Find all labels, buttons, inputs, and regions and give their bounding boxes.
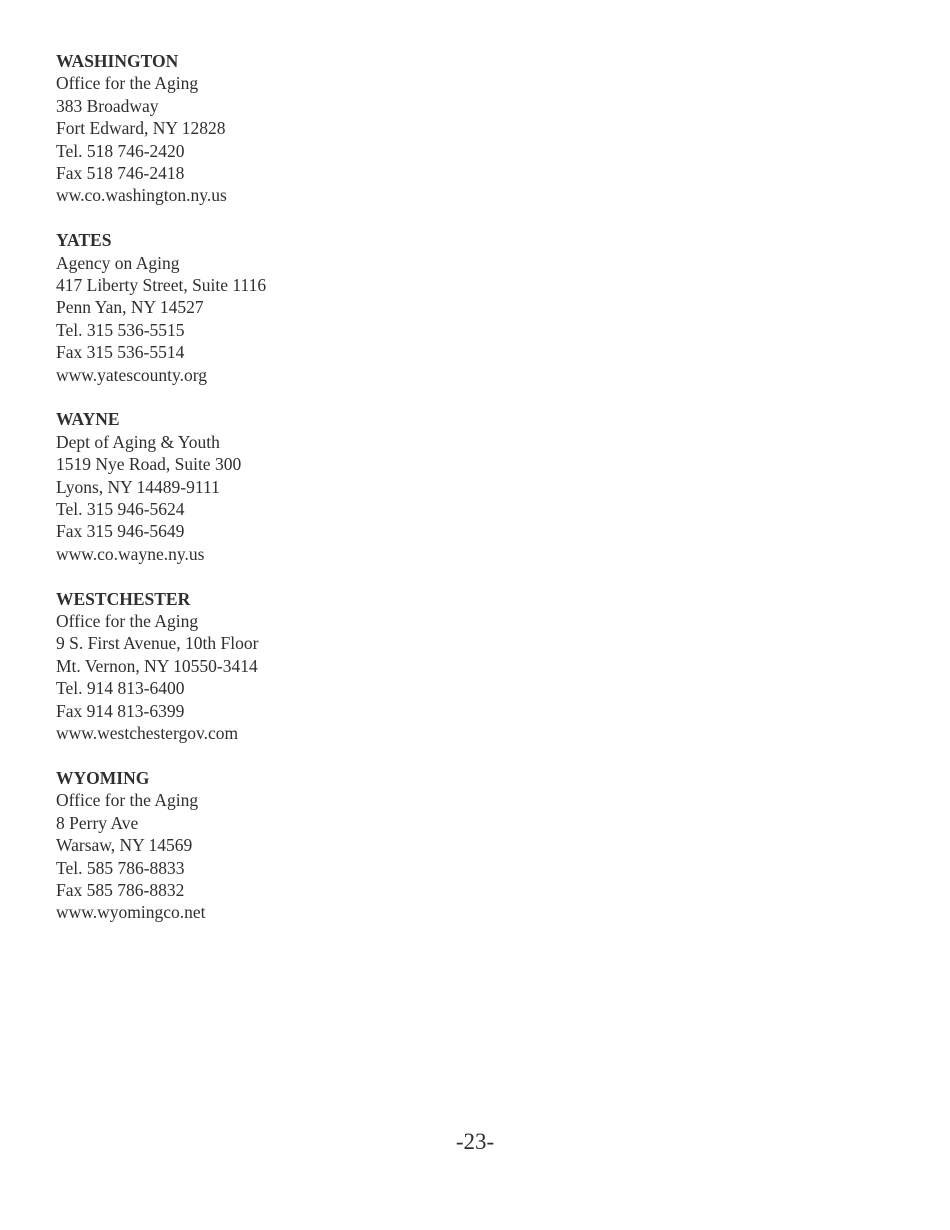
city-state-zip: Lyons, NY 14489-9111 (56, 476, 220, 497)
telephone: Tel. 585 786-8833 (56, 857, 185, 878)
city-state-zip: Mt. Vernon, NY 10550-3414 (56, 655, 258, 676)
city-state-zip: Penn Yan, NY 14527 (56, 297, 204, 318)
agency-name: Dept of Aging & Youth (56, 431, 220, 452)
city-state-zip: Warsaw, NY 14569 (56, 835, 193, 856)
street-address: 417 Liberty Street, Suite 1116 (56, 275, 267, 296)
fax: Fax 914 813-6399 (56, 700, 185, 721)
telephone: Tel. 518 746-2420 (56, 140, 185, 161)
website: www.yatescounty.org (56, 364, 207, 385)
county-name: WYOMING (56, 767, 150, 788)
fax: Fax 315 536-5514 (56, 342, 185, 363)
agency-name: Office for the Aging (56, 73, 199, 94)
street-address: 383 Broadway (56, 95, 159, 116)
fax: Fax 585 786-8832 (56, 879, 185, 900)
street-address: 8 Perry Ave (56, 812, 139, 833)
city-state-zip: Fort Edward, NY 12828 (56, 118, 226, 139)
website: www.westchestergov.com (56, 723, 239, 744)
county-name: WAYNE (56, 409, 120, 430)
street-address: 9 S. First Avenue, 10th Floor (56, 633, 259, 654)
county-directory (56, 50, 476, 946)
directory-entry-wyoming (56, 767, 476, 924)
website: ww.co.washington.ny.us (56, 185, 227, 206)
county-name: YATES (56, 230, 112, 251)
street-address: 1519 Nye Road, Suite 300 (56, 454, 242, 475)
fax: Fax 315 946-5649 (56, 521, 185, 542)
website: www.co.wayne.ny.us (56, 543, 205, 564)
telephone: Tel. 315 946-5624 (56, 499, 185, 520)
page-number: -23- (455, 1129, 495, 1154)
directory-entry-washington (56, 50, 476, 207)
agency-name: Office for the Aging (56, 611, 199, 632)
directory-entry-westchester (56, 588, 476, 745)
telephone: Tel. 315 536-5515 (56, 319, 185, 340)
agency-name: Office for the Aging (56, 790, 199, 811)
telephone: Tel. 914 813-6400 (56, 678, 185, 699)
fax: Fax 518 746-2418 (56, 162, 185, 183)
website: www.wyomingco.net (56, 902, 206, 923)
directory-entry-yates (56, 229, 476, 386)
county-name: WASHINGTON (56, 51, 179, 71)
agency-name: Agency on Aging (56, 252, 180, 273)
county-name: WESTCHESTER (56, 588, 191, 609)
directory-entry-wayne (56, 408, 476, 565)
